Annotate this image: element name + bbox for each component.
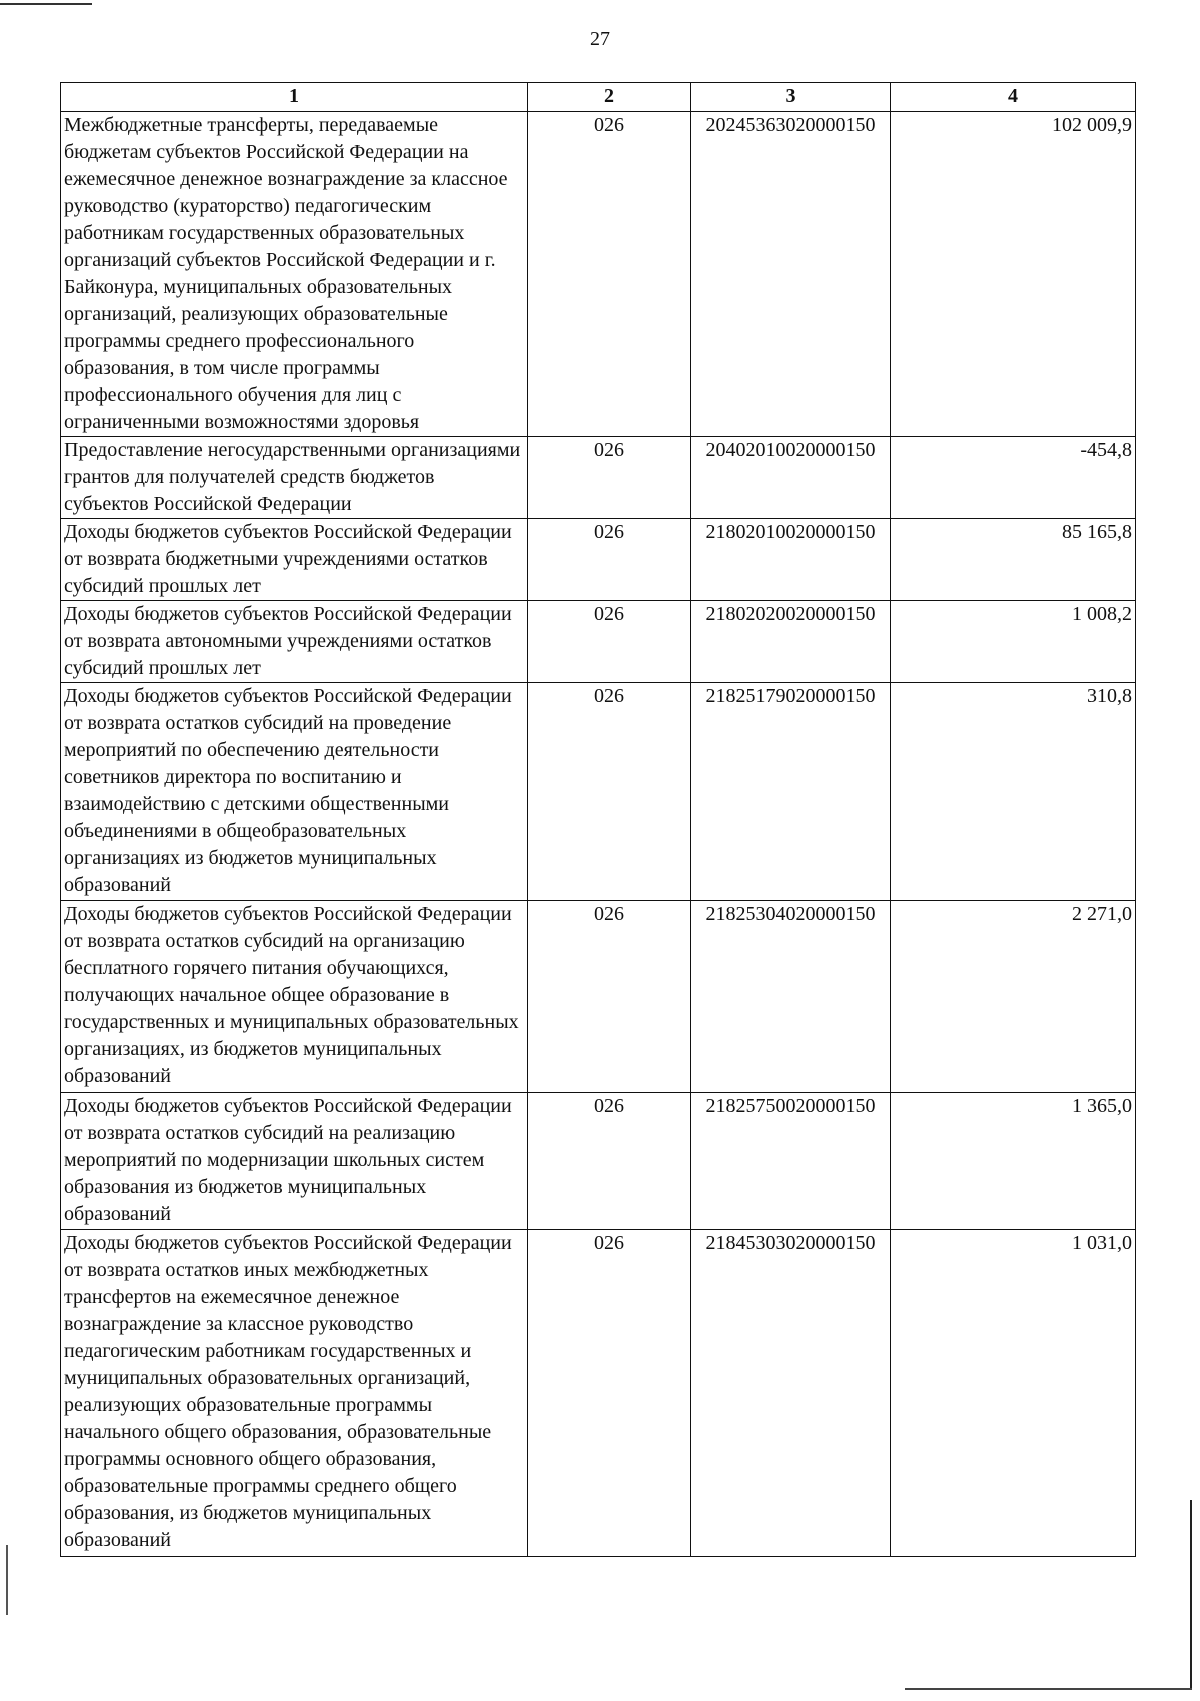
amount: 1 365,0 bbox=[891, 1093, 1136, 1230]
amount: 310,8 bbox=[891, 683, 1136, 901]
budget-classification-code: 21825304020000150 bbox=[691, 901, 891, 1093]
table-header-row bbox=[61, 83, 1136, 112]
amount: 1 031,0 bbox=[891, 1230, 1136, 1557]
scan-edge bbox=[1190, 1500, 1192, 1690]
table-row bbox=[61, 112, 1136, 437]
scan-mark bbox=[0, 3, 92, 5]
table-row bbox=[61, 437, 1136, 519]
page-number: 27 bbox=[590, 28, 610, 50]
revenue-name: Доходы бюджетов субъектов Российской Федерации от возврата бюджетными учреждениями остатков субсидий прошлых лет bbox=[61, 519, 528, 601]
table-row bbox=[61, 683, 1136, 901]
revenue-name: Доходы бюджетов субъектов Российской Федерации от возврата автономными учреждениями остатков субсидий прошлых лет bbox=[61, 601, 528, 683]
administrator-code: 026 bbox=[528, 519, 691, 601]
administrator-code: 026 bbox=[528, 1230, 691, 1557]
amount: 102 009,9 bbox=[891, 112, 1136, 437]
revenue-name: Межбюджетные трансферты, передаваемые бюджетам субъектов Российской Федерации на ежемесячное денежное вознаграждение за классное руководство (кураторство) педагогическим работникам государственных образовательных организаций субъектов Российской Федерации и г. Байконура, муниципальных образовательных организаций, реализующих образовательные программы среднего профессионального образования, в том числе программы профессионального обучения для лиц с ограниченными возможностями здоровья bbox=[61, 112, 528, 437]
column-header: 1 bbox=[61, 83, 528, 112]
budget-classification-code: 21825179020000150 bbox=[691, 683, 891, 901]
budget-classification-code: 20402010020000150 bbox=[691, 437, 891, 519]
table-row bbox=[61, 519, 1136, 601]
administrator-code: 026 bbox=[528, 683, 691, 901]
column-header: 4 bbox=[891, 83, 1136, 112]
table-row bbox=[61, 1230, 1136, 1557]
revenue-table bbox=[60, 82, 1136, 1557]
revenue-name: Доходы бюджетов субъектов Российской Федерации от возврата остатков субсидий на реализацию мероприятий по модернизации школьных систем образования из бюджетов муниципальных образований bbox=[61, 1093, 528, 1230]
revenue-name: Доходы бюджетов субъектов Российской Федерации от возврата остатков субсидий на организацию бесплатного горячего питания обучающихся, получающих начальное общее образование в государственных и муниципальных образовательных организациях, из бюджетов муниципальных образований bbox=[61, 901, 528, 1093]
administrator-code: 026 bbox=[528, 601, 691, 683]
table-row bbox=[61, 601, 1136, 683]
revenue-name: Предоставление негосударственными организациями грантов для получателей средств бюджетов субъектов Российской Федерации bbox=[61, 437, 528, 519]
budget-classification-code: 21825750020000150 bbox=[691, 1093, 891, 1230]
budget-classification-code: 21802020020000150 bbox=[691, 601, 891, 683]
revenue-name: Доходы бюджетов субъектов Российской Федерации от возврата остатков иных межбюджетных трансфертов на ежемесячное денежное вознаграждение за классное руководство педагогическим работникам государственных и муниципальных образовательных организаций, реализующих образовательные программы начального общего образования, образовательные программы основного общего образования, образовательные программы среднего общего образования, из бюджетов муниципальных образований bbox=[61, 1230, 528, 1557]
budget-classification-code: 20245363020000150 bbox=[691, 112, 891, 437]
amount: 2 271,0 bbox=[891, 901, 1136, 1093]
scan-mark bbox=[6, 1545, 8, 1615]
administrator-code: 026 bbox=[528, 901, 691, 1093]
column-header: 2 bbox=[528, 83, 691, 112]
budget-classification-code: 21802010020000150 bbox=[691, 519, 891, 601]
amount: 1 008,2 bbox=[891, 601, 1136, 683]
amount: 85 165,8 bbox=[891, 519, 1136, 601]
table-row bbox=[61, 901, 1136, 1093]
amount: -454,8 bbox=[891, 437, 1136, 519]
table-row bbox=[61, 1093, 1136, 1230]
administrator-code: 026 bbox=[528, 1093, 691, 1230]
column-header: 3 bbox=[691, 83, 891, 112]
budget-classification-code: 21845303020000150 bbox=[691, 1230, 891, 1557]
administrator-code: 026 bbox=[528, 437, 691, 519]
administrator-code: 026 bbox=[528, 112, 691, 437]
revenue-name: Доходы бюджетов субъектов Российской Федерации от возврата остатков субсидий на проведение мероприятий по обеспечению деятельности советников директора по воспитанию и взаимодействию с детскими общественными объединениями в общеобразовательных организациях из бюджетов муниципальных образований bbox=[61, 683, 528, 901]
scan-edge bbox=[905, 1688, 1192, 1690]
